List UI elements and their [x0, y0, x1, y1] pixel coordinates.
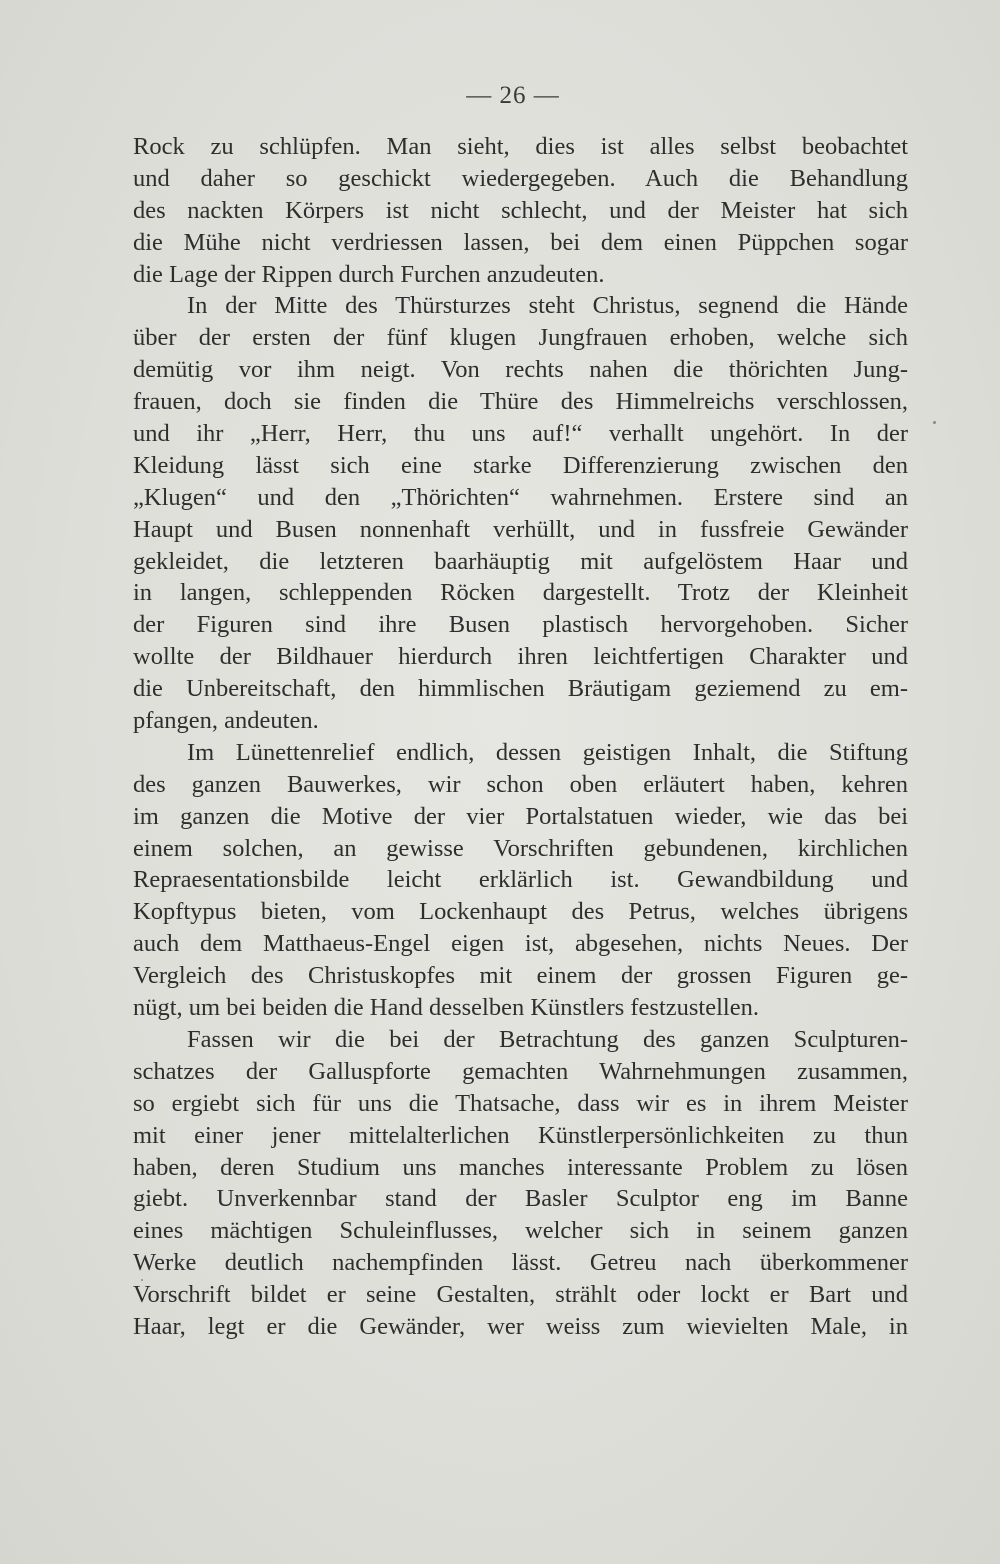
text-line: über der ersten der fünf klugen Jungfrauen erhoben, welche sich — [133, 324, 908, 352]
paper-speck — [933, 421, 936, 424]
text-line: die Unbereitschaft, den himmlischen Bräutigam geziemend zu em- — [133, 675, 908, 703]
paragraph-start-line: In der Mitte des Thürsturzes steht Christus, segnend die Hände — [187, 292, 908, 320]
text-line: Vorschrift bildet er seine Gestalten, strählt oder lockt er Bart und — [133, 1281, 908, 1309]
text-line: demütig vor ihm neigt. Von rechts nahen die thörichten Jung- — [133, 356, 908, 384]
text-line: im ganzen die Motive der vier Portalstatuen wieder, wie das bei — [133, 802, 908, 830]
text-line: haben, deren Studium uns manches interessante Problem zu lösen — [133, 1153, 908, 1181]
page-number: — 26 — — [466, 82, 560, 109]
text-line: Haupt und Busen nonnenhaft verhüllt, und in fussfreie Gewänder — [133, 515, 908, 543]
text-line: „Klugen“ und den „Thörichten“ wahrnehmen. Erstere sind an — [133, 483, 908, 511]
paragraph-start-line: Im Lünettenrelief endlich, dessen geistigen Inhalt, die Stiftung — [187, 738, 908, 766]
text-line: eines mächtigen Schuleinflusses, welcher sich in seinem ganzen — [133, 1217, 908, 1245]
text-line: giebt. Unverkennbar stand der Basler Sculptor eng im Banne — [133, 1185, 908, 1213]
text-line: nügt, um bei beiden die Hand desselben Künstlers festzustellen. — [133, 994, 759, 1022]
text-line: auch dem Matthaeus-Engel eigen ist, abgesehen, nichts Neues. Der — [133, 930, 908, 958]
text-line: Werke deutlich nachempfinden lässt. Getreu nach überkommener — [133, 1249, 908, 1277]
text-line: Vergleich des Christuskopfes mit einem der grossen Figuren ge- — [133, 962, 908, 990]
body-text — [133, 131, 908, 1343]
text-line: der Figuren sind ihre Busen plastisch hervorgehoben. Sicher — [133, 611, 908, 639]
text-line: schatzes der Galluspforte gemachten Wahrnehmungen zusammen, — [133, 1057, 908, 1085]
paper-speck — [141, 1279, 143, 1281]
text-line: in langen, schleppenden Röcken dargestellt. Trotz der Kleinheit — [133, 579, 908, 607]
text-line: einem solchen, an gewisse Vorschriften gebundenen, kirchlichen — [133, 834, 908, 862]
text-line: und daher so geschickt wiedergegeben. Auch die Behandlung — [133, 164, 908, 192]
text-line: Rock zu schlüpfen. Man sieht, dies ist alles selbst beobachtet — [133, 133, 908, 160]
text-line: des nackten Körpers ist nicht schlecht, und der Meister hat sich — [133, 196, 908, 224]
text-line: und ihr „Herr, Herr, thu uns auf!“ verhallt ungehört. In der — [133, 420, 908, 448]
text-line: so ergiebt sich für uns die Thatsache, dass wir es in ihrem Meister — [133, 1089, 908, 1117]
text-line: die Lage der Rippen durch Furchen anzudeuten. — [133, 260, 605, 288]
text-line: frauen, doch sie finden die Thüre des Himmelreichs verschlossen, — [133, 388, 908, 416]
text-line: wollte der Bildhauer hierdurch ihren leichtfertigen Charakter und — [133, 643, 908, 671]
text-line: mit einer jener mittelalterlichen Künstlerpersönlichkeiten zu thun — [133, 1121, 908, 1149]
text-line: Repraesentationsbilde leicht erklärlich ist. Gewandbildung und — [133, 866, 908, 894]
text-line: Haar, legt er die Gewänder, wer weiss zum wievielten Male, in — [133, 1312, 908, 1340]
paragraph-start-line: Fassen wir die bei der Betrachtung des ganzen Sculpturen- — [187, 1025, 908, 1053]
text-line: pfangen, andeuten. — [133, 707, 319, 735]
text-line: des ganzen Bauwerkes, wir schon oben erläutert haben, kehren — [133, 770, 908, 798]
text-line: gekleidet, die letzteren baarhäuptig mit aufgelöstem Haar und — [133, 547, 908, 575]
text-line: Kopftypus bieten, vom Lockenhaupt des Petrus, welches übrigens — [133, 898, 908, 926]
text-line: Kleidung lässt sich eine starke Differenzierung zwischen den — [133, 451, 908, 479]
text-line: die Mühe nicht verdriessen lassen, bei dem einen Püppchen sogar — [133, 228, 908, 256]
